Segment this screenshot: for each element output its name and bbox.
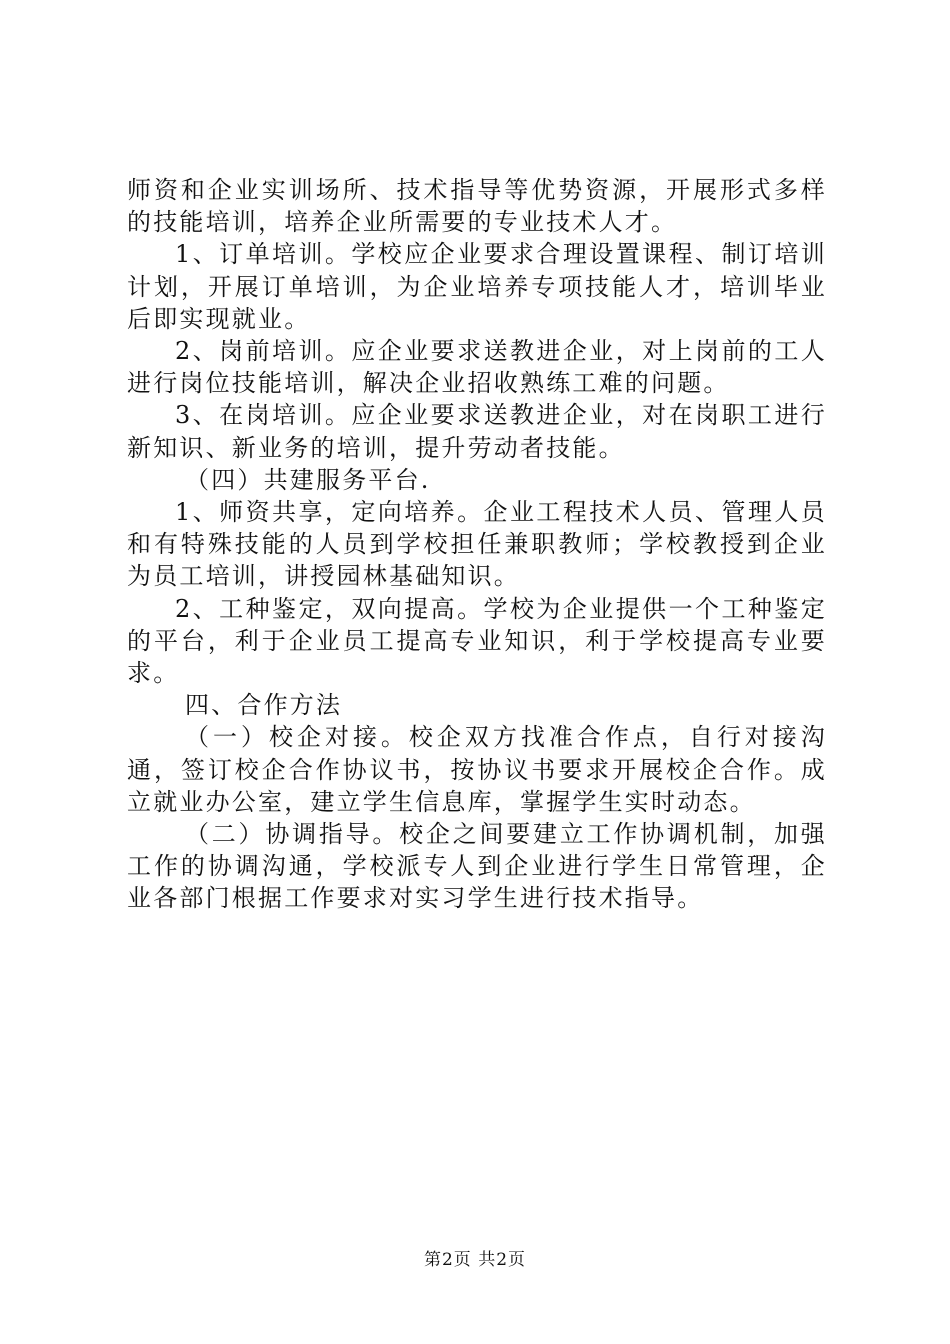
document-body	[127, 174, 827, 915]
page-footer: 第2页 共2页	[423, 1250, 527, 1270]
paragraph-school-enterprise-docking: （一）校企对接。校企双方找准合作点，自行对接沟通，签订校企合作协议书，按协议书要求开展校企合作。成立就业办公室，建立学生信息库，掌握学生实时动态。	[127, 723, 827, 816]
paragraph-coordination-guidance: （二）协调指导。校企之间要建立工作协调机制，加强工作的协调沟通，学校派专人到企业进行学生日常管理，企业各部门根据工作要求对实习学生进行技术指导。	[127, 820, 827, 913]
paragraph-skill-appraisal: 2、工种鉴定，双向提高。学校为企业提供一个工种鉴定的平台，利于企业员工提高专业知识，利于学校提高专业要求。	[127, 594, 827, 688]
paragraph-pre-job-training: 2、岗前培训。应企业要求送教进企业，对上岗前的工人进行岗位技能培训，解决企业招收熟练工难的问题。	[127, 337, 827, 398]
paragraph-continuation: 师资和企业实训场所、技术指导等优势资源，开展形式多样的技能培训，培养企业所需要的专业技术人才。	[127, 176, 827, 237]
section-heading-service-platform: （四）共建服务平台.	[185, 465, 431, 494]
paragraph-order-training: 1、订单培训。学校应企业要求合理设置课程、制订培训计划，开展订单培训，为企业培养专项技能人才，培训毕业后即实现就业。	[127, 240, 827, 333]
section-heading-cooperation-methods: 四、合作方法	[185, 691, 343, 720]
paragraph-teacher-sharing: 1、师资共享，定向培养。企业工程技术人员、管理人员和有特殊技能的人员到学校担任兼职教师；学校教授到企业为员工培训，讲授园林基础知识。	[127, 498, 827, 591]
paragraph-on-job-training: 3、在岗培训。应企业要求送教进企业，对在岗职工进行新知识、新业务的培训，提升劳动者技能。	[127, 401, 827, 462]
